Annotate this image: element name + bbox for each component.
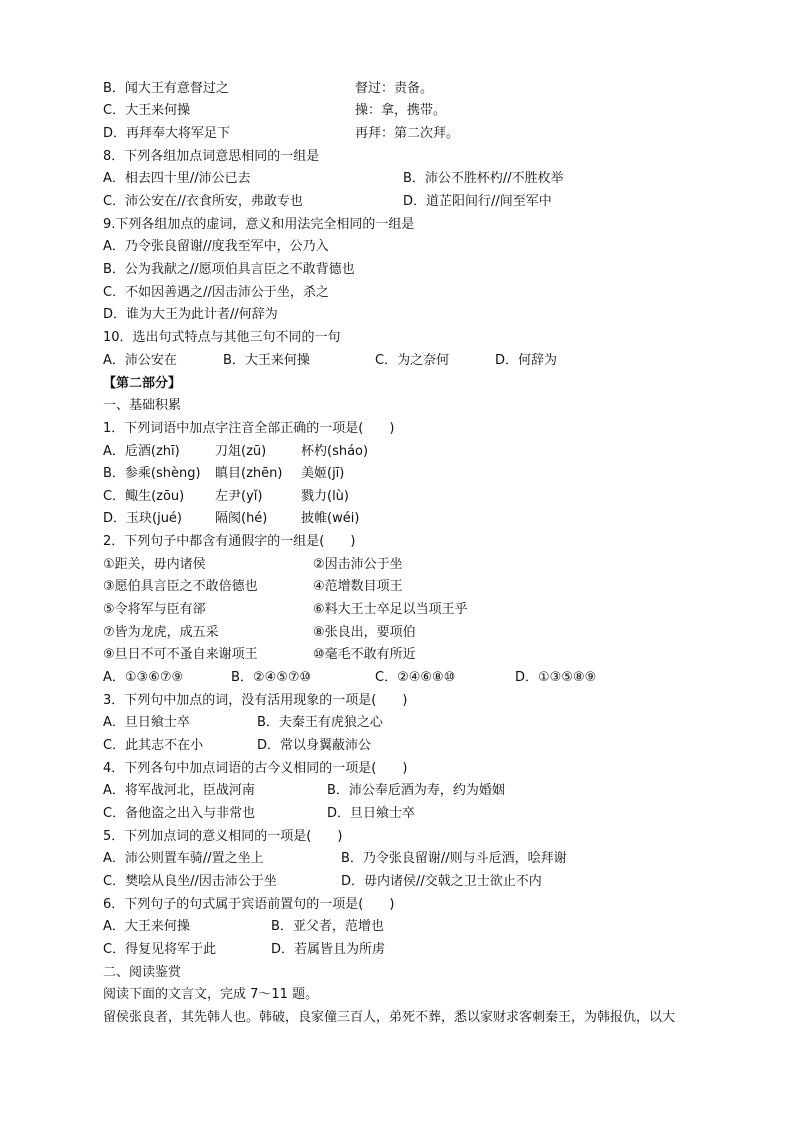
option-line: A．旦日飨士卒 B．夫秦王有虎狼之心 [103,715,383,730]
option-line: C．备他盗之出入与非常也 D．旦日飨士卒 [103,806,416,821]
question-9: 9.下列各组加点的虚词，意义和用法完全相同的一组是 [103,217,415,232]
option-line: ③愿伯具言臣之不敢倍德也 ④范增数目项王 [103,579,403,594]
option-line: C．此其志不在小 D．常以身翼蔽沛公 [103,738,372,753]
option-line: A．①③⑥⑦⑨ B．②④⑤⑦⑩ C．②④⑥⑧⑩ D．①③⑤⑧⑨ [103,670,597,685]
option-line: D．玉玦(jué) 隔阂(hé) 披帷(wéi) [103,511,360,526]
option-line: C．樊哙从良坐//因击沛公于坐 D．毋内诸侯//交戟之卫士欲止不内 [103,874,542,889]
option-line: A．乃令张良留谢//度我至军中，公乃入 [103,239,329,254]
reading-instruction: 阅读下面的文言文，完成 7～11 题。 [103,987,319,1002]
option-line: ⑤令将军与臣有郤 ⑥料大王士卒足以当项王乎 [103,602,468,617]
option-line: B．公为我献之//愿项伯具言臣之不敢背德也 [103,262,355,277]
part-heading: 【第二部分】 [103,376,182,391]
option-line: ⑦皆为龙虎，成五采 ⑧张良出，要项伯 [103,625,416,640]
section-heading: 二、阅读鉴赏 [103,965,182,980]
question-6: 6．下列句子的句式属于宾语前置句的一项是( ) [103,897,395,912]
option-line: A．将军战河北，臣战河南 B．沛公奉卮酒为寿，约为婚姻 [103,783,505,798]
option-line: A．相去四十里//沛公已去 B．沛公不胜杯杓//不胜枚举 [103,171,564,186]
option-line: C．不如因善遇之//因击沛公于坐，杀之 [103,285,329,300]
question-10: 10．选出句式特点与其他三句不同的一句 [103,330,341,345]
question-2: 2．下列句子中都含有通假字的一组是( ) [103,534,356,549]
option-line: C．沛公安在//衣食所安，弗敢专也 D．道芷阳间行//间至军中 [103,194,552,209]
option-line: ⑨旦日不可不蚤自来谢项王 ⑩毫毛不敢有所近 [103,647,416,662]
option-line: C．大王来何操 操：拿，携带。 [103,103,447,118]
option-line: A．大王来何操 B．亚父者，范增也 [103,919,384,934]
option-line: A．沛公则置车骑//置之坐上 B．乃令张良留谢//则与斗卮酒，哙拜谢 [103,851,567,866]
option-line: A．沛公安在 B．大王来何操 C．为之奈何 D．何辞为 [103,353,558,368]
passage-text: 留侯张良者，其先韩人也。韩破，良家僮三百人，弟死不葬，悉以家财求客刺秦王，为韩报仇，以大 [103,1010,676,1025]
option-line: D．谁为大王为此计者//何辞为 [103,307,278,322]
question-3: 3．下列句中加点的词，没有活用现象的一项是( ) [103,693,408,708]
question-5: 5．下列加点词的意义相同的一项是( ) [103,829,343,844]
section-heading: 一、基础积累 [103,398,182,413]
option-line: C．鲰生(zōu) 左尹(yǐ) 戮力(lù) [103,489,349,504]
option-line: ①距关，毋内诸侯 ②因击沛公于坐 [103,557,403,572]
option-line: B．参乘(shèng) 瞋目(zhēn) 美姬(jī) [103,466,345,481]
option-line: C．得复见将军于此 D．若属皆且为所虏 [103,942,386,957]
question-8: 8．下列各组加点词意思相同的一组是 [103,149,320,164]
question-4: 4．下列各句中加点词语的古今义相同的一项是( ) [103,761,408,776]
question-1: 1．下列词语中加点字注音全部正确的一项是( ) [103,421,395,436]
option-line: B．闻大王有意督过之 督过：责备。 [103,81,434,96]
option-line: A．卮酒(zhī) 刀俎(zū) 杯杓(sháo) [103,444,369,459]
option-line: D．再拜奉大将军足下 再拜：第二次拜。 [103,126,460,141]
